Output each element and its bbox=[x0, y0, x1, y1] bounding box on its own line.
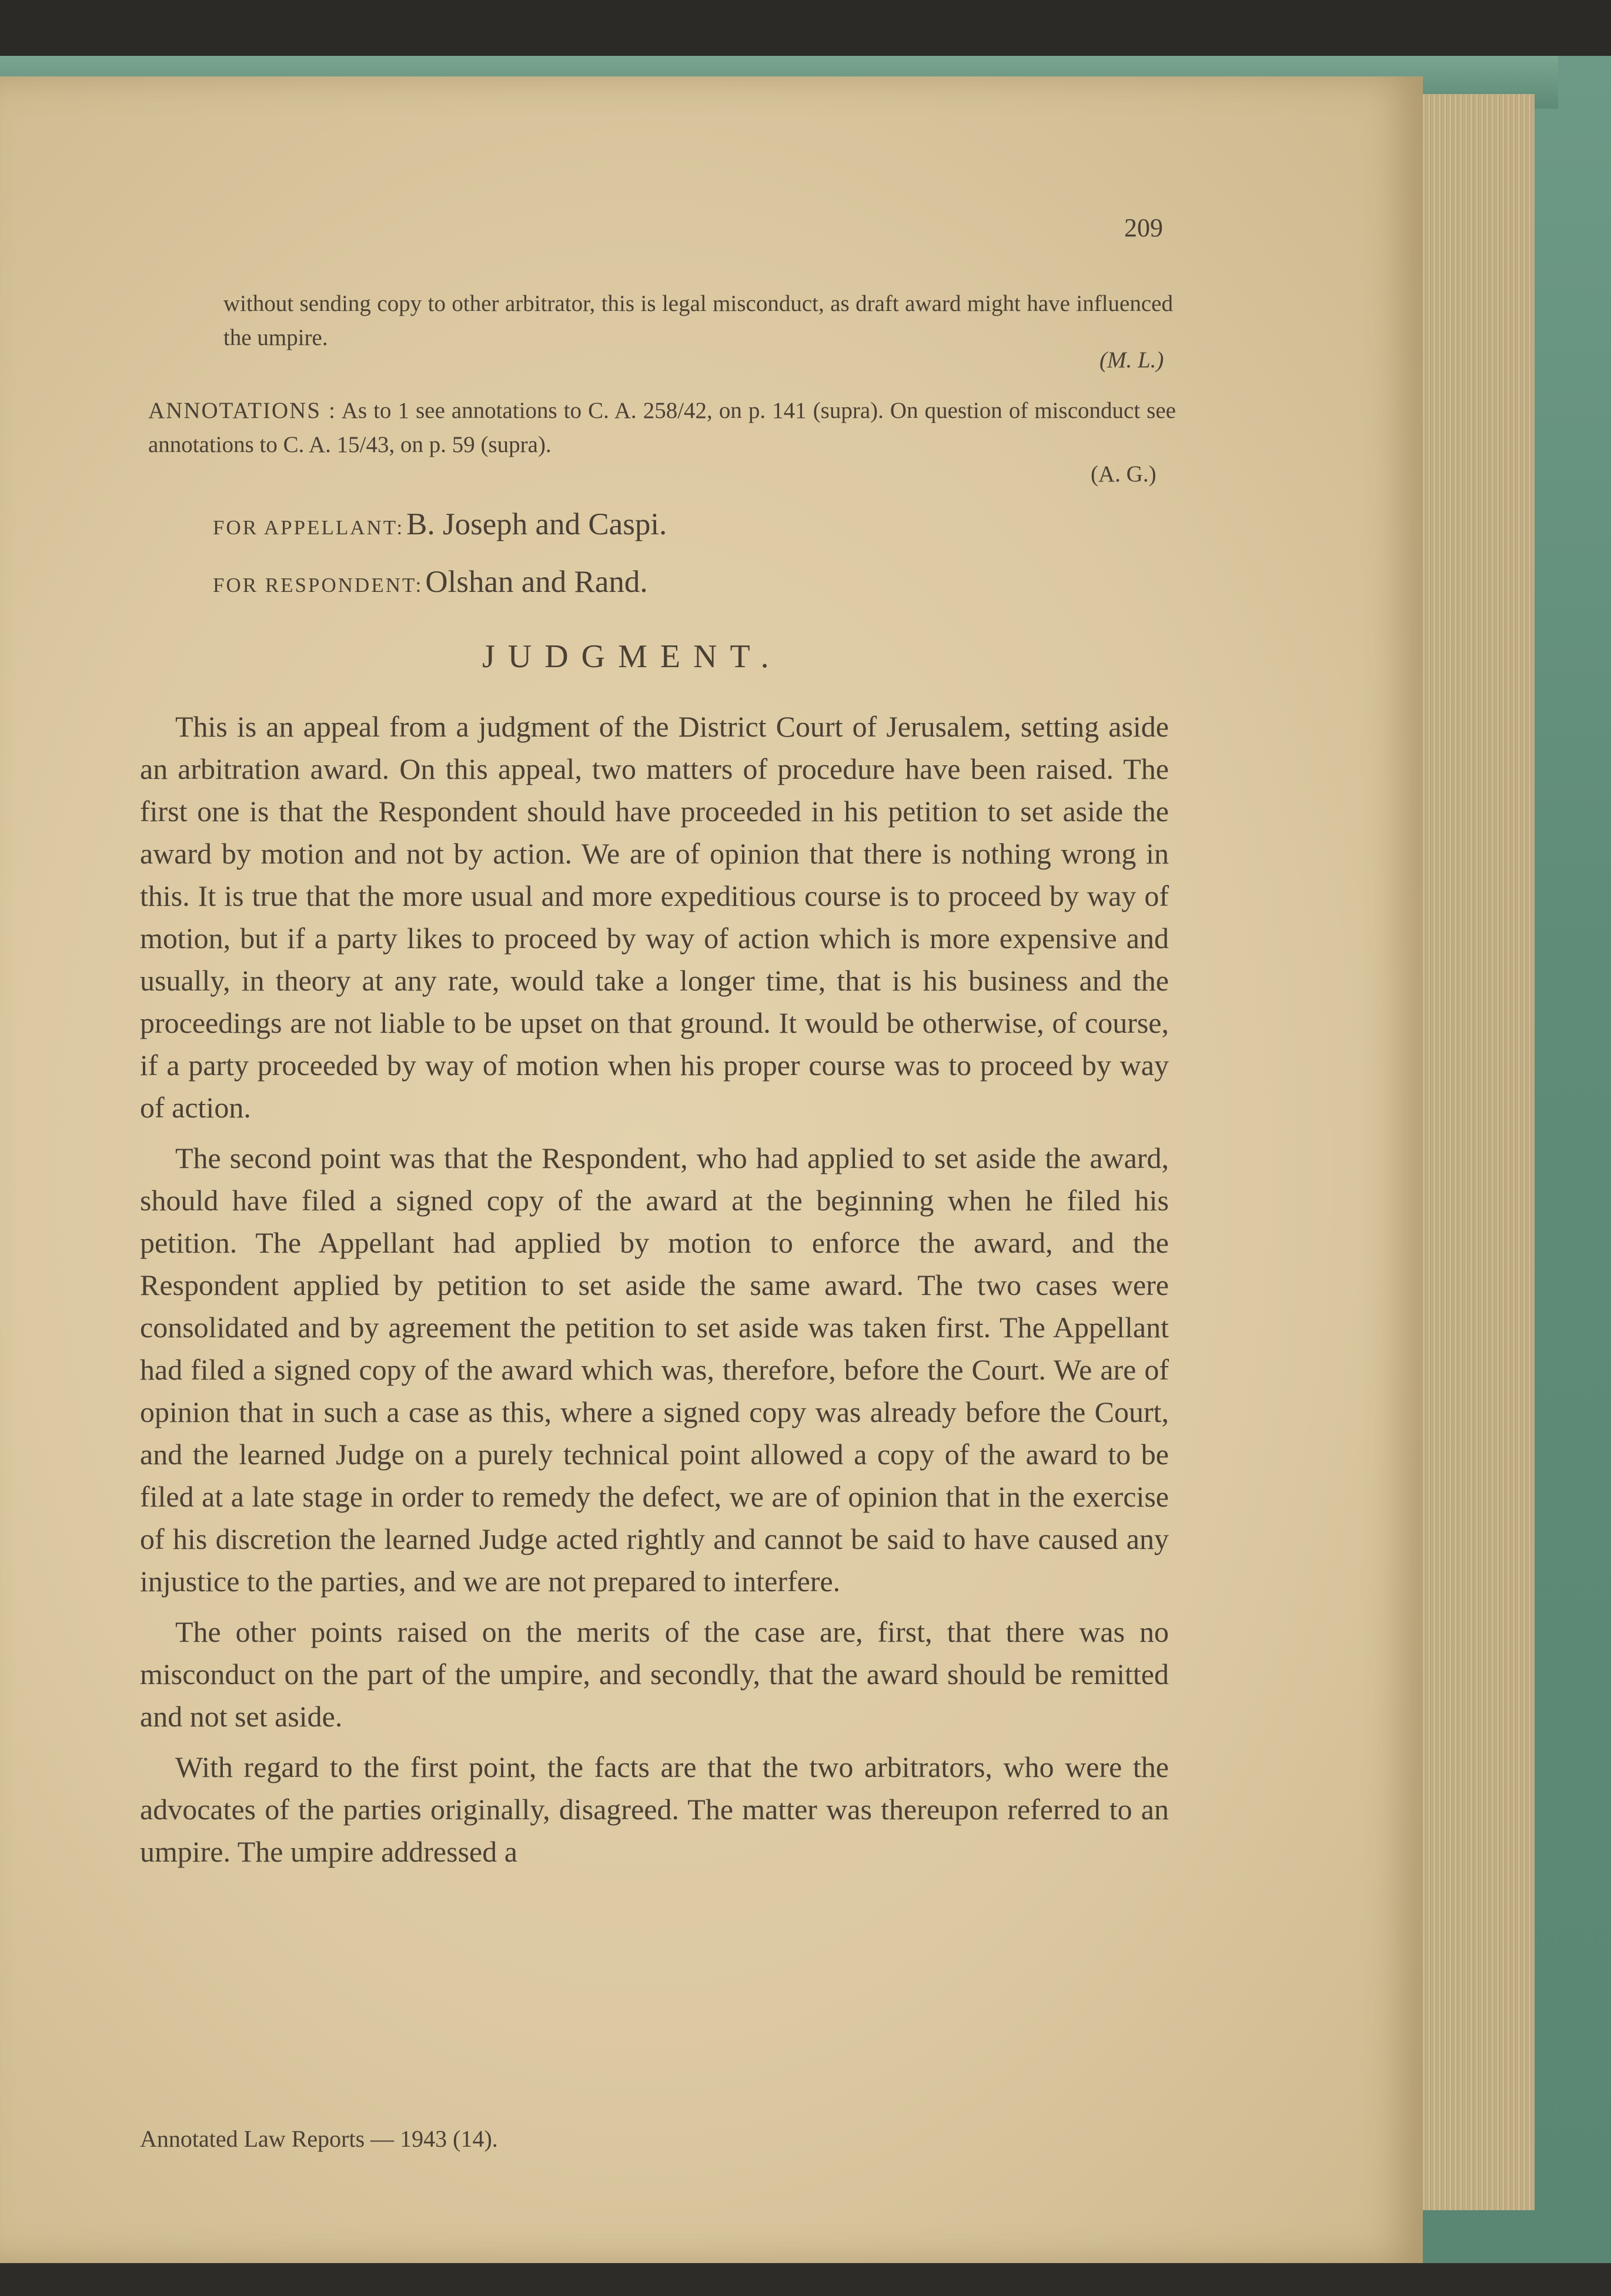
counsel-respondent bbox=[213, 564, 648, 600]
annotations-text: As to 1 see annotations to C. A. 258/42, on p. 141 (supra). On question of misconduct see annotations to C. A. 15/43, on p. 59 (supra). bbox=[148, 398, 1176, 457]
page-footer: Annotated Law Reports — 1943 (14). bbox=[140, 2126, 498, 2152]
headnote-summary: without sending copy to other arbitrator, this is legal misconduct, as draft award might have influenced the umpire. bbox=[223, 291, 1173, 350]
background-strip bbox=[0, 2263, 1611, 2296]
counsel-appellant bbox=[213, 507, 667, 542]
annotations-initials: (A. G.) bbox=[1091, 461, 1157, 487]
annotations-label: ANNOTATIONS : bbox=[148, 398, 336, 423]
paragraph: The other points raised on the merits of the case are, first, that there was no misconduct on the part of the umpire, and secondly, that the award should be remitted and not set aside. bbox=[140, 1615, 1169, 1733]
appellant-name: B. Joseph and Caspi. bbox=[406, 507, 667, 541]
respondent-name: Olshan and Rand. bbox=[425, 565, 648, 599]
paragraph: With regard to the first point, the facts are that the two arbitrators, who were the advocates of the parties originally, disagreed. The matter was thereupon referred to an umpire. The umpire addressed a bbox=[140, 1751, 1169, 1868]
appellant-label: FOR APPELLANT: bbox=[213, 516, 405, 539]
respondent-label: FOR RESPONDENT: bbox=[213, 574, 423, 597]
annotations bbox=[148, 394, 1176, 462]
judgment-body bbox=[140, 705, 1169, 1881]
headnote-initials: (M. L.) bbox=[1099, 347, 1164, 373]
paragraph: The second point was that the Respondent, who had applied to set aside the award, should have filed a signed copy of the award at the beginning when he filed his petition. The Appellant had applied by motion to enforce the award, and the Respondent applied by petition to set aside the same award. The two cases were consolidated and by agreement the petition to set aside was taken first. The Appellant had filed a signed copy of the award which was, therefore, before the Court. We are of opinion that in such a case as this, where a signed copy was already before the Court, and the learned Judge on a purely technical point allowed a copy of the award to be filed at a late stage in order to remedy the defect, we are of opinion that in the exercise of his discretion the learned Judge acted rightly and cannot be said to have caused any injustice to the parties, and we are not prepared to interfere. bbox=[140, 1142, 1169, 1598]
paragraph: This is an appeal from a judgment of the District Court of Jerusalem, setting aside an arbitration award. On this appeal, two matters of procedure have been raised. The first one is that the Respondent should have proceeded in his petition to set aside the award by motion and not by action. We are of opinion that there is nothing wrong in this. It is true that the more usual and more expeditious course is to proceed by way of motion, but if a party likes to proceed by way of action which is more expensive and usually, in theory at any rate, would take a longer time, that is his business and the proceedings are not liable to be upset on that ground. It would be otherwise, of course, if a party proceeded by way of motion when his proper course was to proceed by way of action. bbox=[140, 710, 1169, 1124]
judgment-heading: JUDGMENT. bbox=[482, 638, 782, 675]
page-number: 209 bbox=[1124, 213, 1163, 242]
